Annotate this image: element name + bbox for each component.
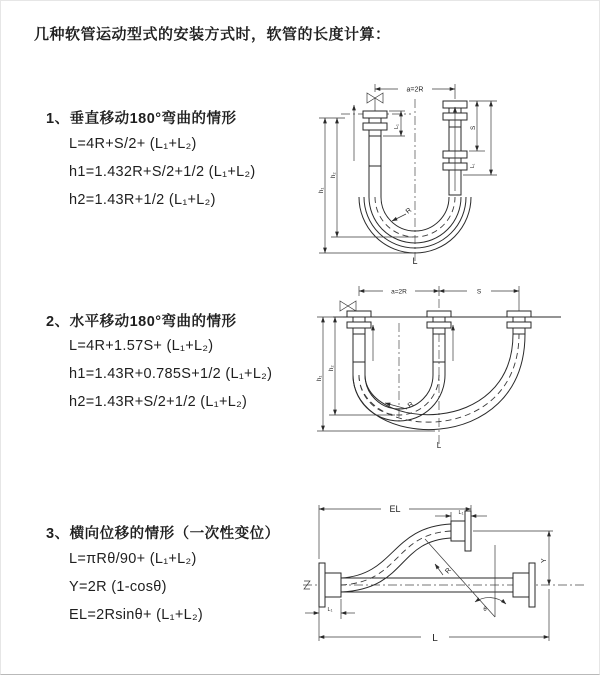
section-3-formula-y: Y=2R (1-cosθ) — [69, 579, 167, 595]
valve-icon — [340, 301, 356, 311]
section-2-formula-h2: h2=1.43R+S/2+1/2 (L₁+L₂) — [69, 394, 248, 410]
dim-label-s: S — [476, 288, 482, 296]
right-flange-lower — [513, 563, 535, 607]
dim-label-el: EL — [389, 504, 401, 514]
dim-label-a2r: a=2R — [406, 86, 424, 94]
radius-leader — [435, 564, 453, 575]
section-2-formula-l: L=4R+1.57S+ (L₁+L₂) — [69, 338, 214, 354]
dim-label-l1-left: L₁ — [394, 124, 400, 129]
valve-icon — [367, 93, 383, 111]
left-braided-hose — [369, 136, 381, 166]
section-1-heading: 1、垂直移动180°弯曲的情形 — [46, 111, 237, 127]
dim-label-l1-top: L₁ — [458, 510, 464, 516]
diagram-horizontal-180-bend — [309, 279, 591, 451]
dimension-h1 — [319, 118, 415, 253]
dim-label-r: R — [406, 400, 416, 410]
dimension-l1-top — [435, 510, 487, 521]
section-3-formula-el: EL=2Rsinθ+ (L₁+L₂) — [69, 607, 204, 623]
dimension-l1-bottom — [305, 599, 355, 619]
right-flange — [507, 311, 531, 334]
dim-label-h2: h₂ — [331, 172, 337, 178]
dim-label-s: S — [470, 125, 477, 130]
section-1-formula-l: L=4R+S/2+ (L₁+L₂) — [69, 136, 197, 152]
dim-label-h1: h₁ — [317, 375, 323, 381]
dim-label-h1: h₁ — [319, 187, 325, 193]
left-flange — [347, 311, 371, 334]
displaced-hose — [341, 524, 451, 592]
section-1-formula-h1: h1=1.432R+S/2+1/2 (L₁+L₂) — [69, 164, 256, 180]
radius-leader — [392, 207, 413, 221]
dim-label-y: Y — [541, 558, 548, 563]
section-2-formula-h1: h1=1.43R+0.785S+1/2 (L₁+L₂) — [69, 366, 273, 382]
dim-label-r: R — [404, 206, 414, 216]
middle-flange — [427, 311, 451, 334]
right-flange-upper — [451, 511, 471, 551]
section-1-formula-h2: h2=1.43R+1/2 (L₁+L₂) — [69, 192, 216, 208]
dim-label-theta: θ — [483, 607, 487, 613]
dim-label-l1-right: L₁ — [470, 163, 476, 168]
dim-label-l: L — [436, 441, 442, 450]
dim-label-l1-bottom: L₁ — [327, 607, 333, 613]
dim-label-h2: h₂ — [329, 365, 335, 371]
left-flange — [319, 563, 341, 607]
dimension-s — [463, 101, 497, 175]
section-3-heading: 3、横向位移的情形（一次性变位） — [46, 526, 280, 542]
dim-label-l: L — [432, 633, 438, 644]
diagram-vertical-180-bend — [313, 73, 583, 265]
section-2-heading: 2、水平移动180°弯曲的情形 — [46, 314, 237, 330]
section-3-formula-l: L=πRθ/90+ (L₁+L₂) — [69, 551, 197, 567]
dim-label-a2r: a=2R — [391, 288, 407, 296]
dim-label-r: R — [444, 566, 453, 576]
left-flange — [363, 111, 387, 136]
left-braided-hose — [353, 334, 365, 362]
page-title: 几种软管运动型式的安装方式时，软管的长度计算： — [34, 26, 391, 43]
dimension-a2r — [375, 84, 455, 99]
diagram-lateral-displacement — [299, 501, 594, 653]
dim-label-l: L — [412, 256, 418, 266]
